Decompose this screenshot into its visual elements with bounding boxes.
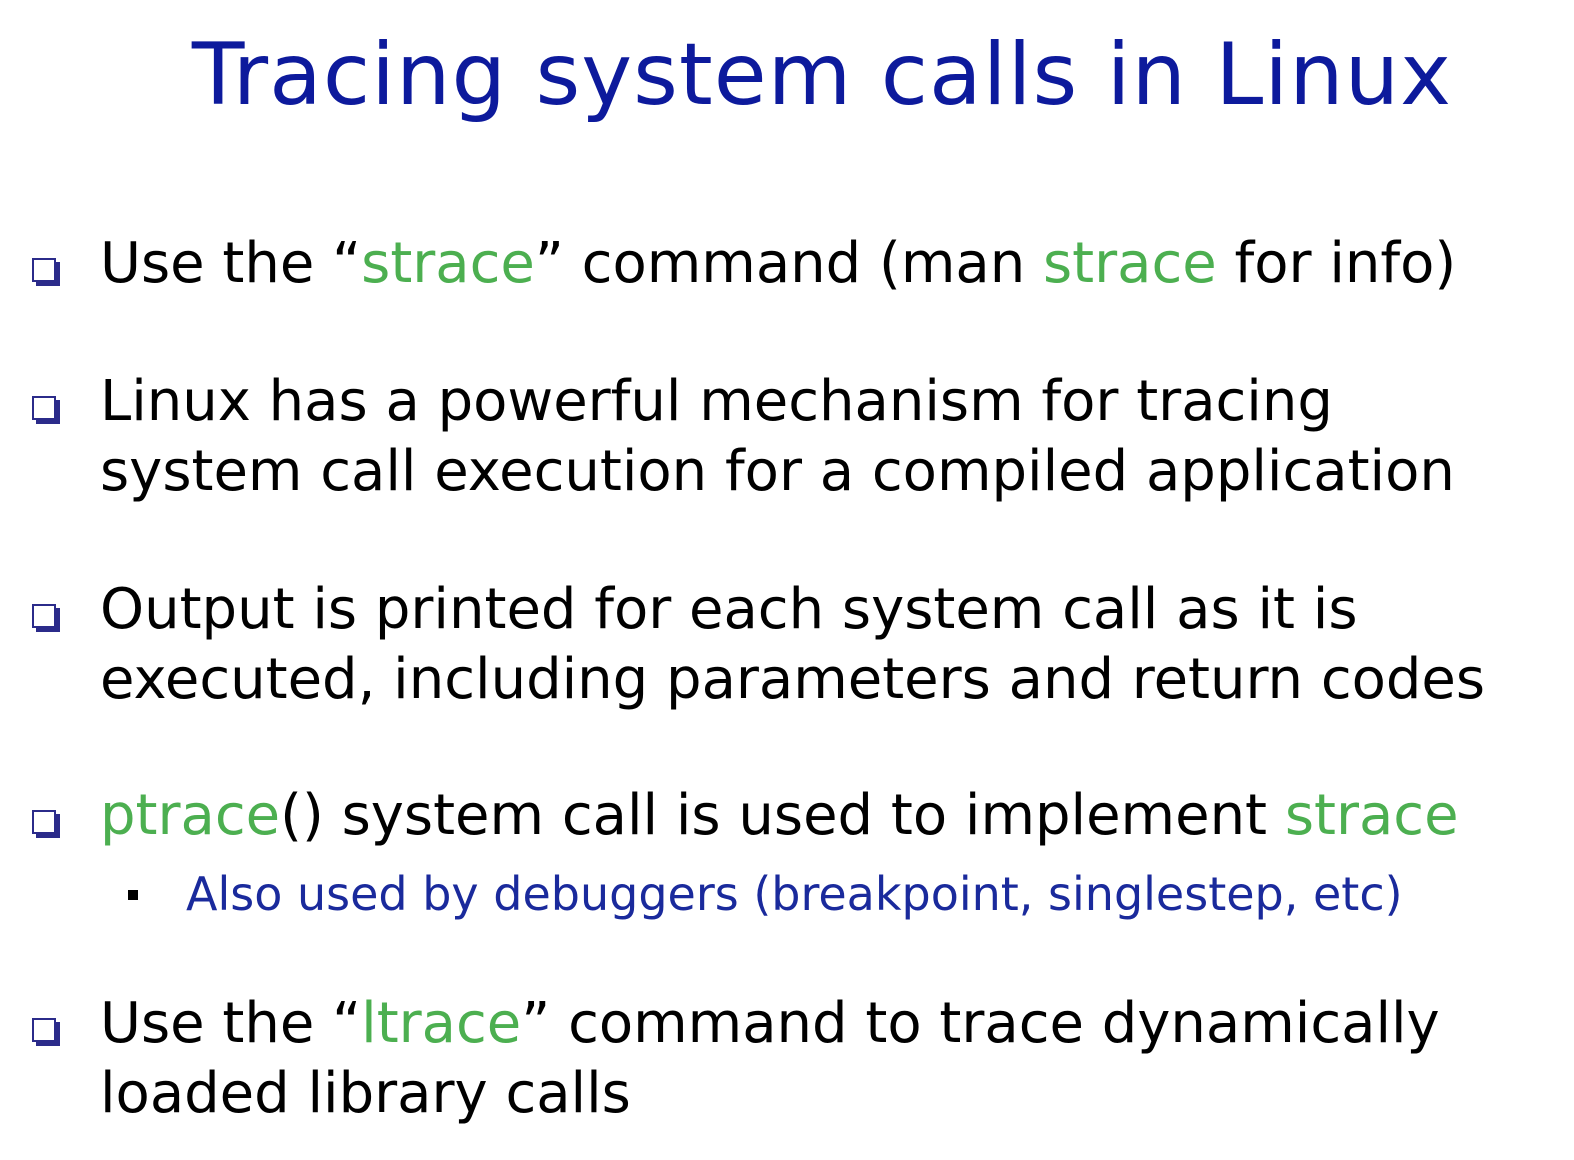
- small-square-bullet-icon: [128, 890, 138, 900]
- square-bullet-icon: [32, 396, 56, 420]
- sub-bullet-text: Also used by debuggers (breakpoint, singlestep, etc): [186, 867, 1403, 921]
- bullet-text-line-1: Output is printed for each system call as it is: [100, 577, 1358, 642]
- square-bullet-icon: [32, 258, 56, 282]
- bullet-text: Use the “strace” command (man strace for info): [100, 231, 1457, 296]
- command-strace: strace: [1284, 783, 1459, 848]
- square-bullet-icon: [32, 810, 56, 834]
- command-strace: strace: [1043, 231, 1217, 296]
- square-bullet-icon: [32, 1018, 56, 1042]
- square-bullet-icon: [32, 604, 56, 628]
- bullet-text-line-1: Linux has a powerful mechanism for tracing: [100, 369, 1333, 434]
- bullet-text-line-1: Use the “ltrace” command to trace dynamically: [100, 991, 1440, 1056]
- command-ltrace: ltrace: [361, 991, 522, 1056]
- bullet-text-line-2: system call execution for a compiled application: [100, 439, 1455, 504]
- command-ptrace: ptrace: [100, 783, 281, 848]
- command-strace: strace: [361, 231, 535, 296]
- bullet-text-line-2: executed, including parameters and return codes: [100, 647, 1486, 712]
- bullet-text-line-2: loaded library calls: [100, 1061, 631, 1126]
- bullet-text: ptrace() system call is used to implement strace: [100, 783, 1459, 848]
- slide-title: Tracing system calls in Linux: [191, 25, 1453, 125]
